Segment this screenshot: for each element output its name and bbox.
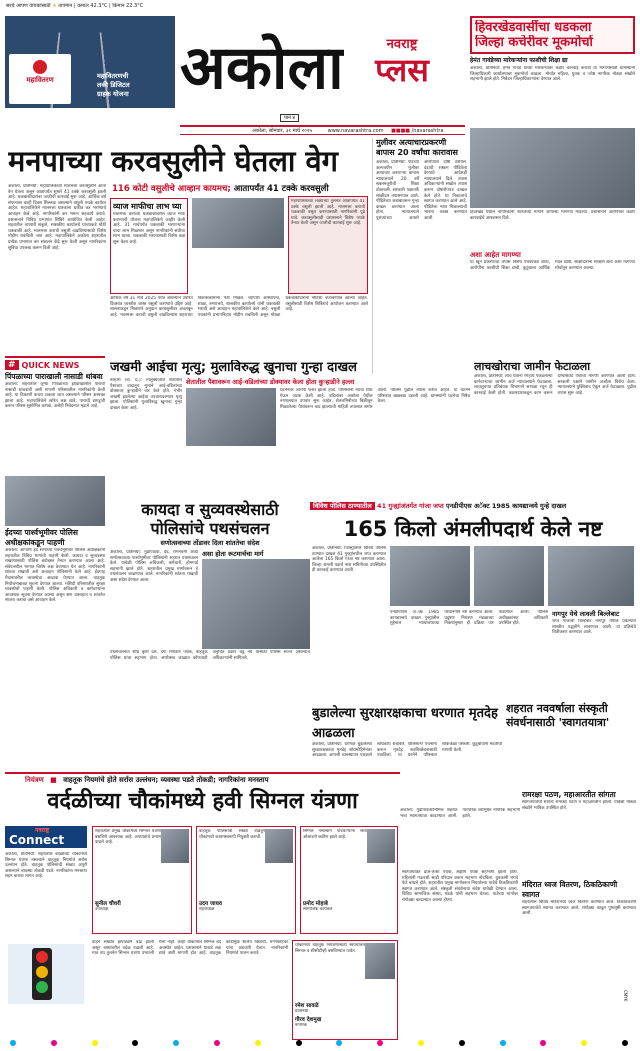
avatar: [365, 943, 395, 979]
murder-body-2: घटनेनंतर आरोपी फरार झाला होता. पोलिसांनी त्याचा शोध घेऊन अटक केली आहे. वडिलांवर अकोला येथील रुग्णालयात उपचार सुरू आहेत. शेतजमिनीच्या विक्रीतून मिळालेल्या पैशांवरून वाद झाल्याची माहिती तपासात समोर आली. पोलिस पुढील तपास करीत आहेत. या घटनेने परिसरात खळबळ उडाली आहे. ग्रामस्थांनी घटनेचा निषेध केला.: [280, 388, 470, 410]
traffic-body-left: अकोला, प्रतिनिधी: शहरातील वर्दळीच्या चौकांमध्ये सिग्नल यंत्रणा नसल्याने वाहतूक नियमांचे सर्रास उल्लंघन होते. वाहतूक पोलिसांची संख्या अपुरी असल्याने व्यवस्था तोकडी पडते. नागरिकांना मनस्ताप सहन करावा लागत आहे.: [5, 852, 87, 880]
avatar: [161, 829, 189, 863]
traffic-body-bottom: वाहन संख्येत झपाट्याने वाढ झाली असून रस्त्यांवरील वर्दळ वाढली आहे. मात्र त्या तुलनेत सिग्नल यंत्रणा उभारली गेली नाही. काही चौकांतील सिग्नल बंद अवस्थेत आहेत. प्रशासनाने याकडे लक्ष द्यावे अशी मागणी होत आहे. वाहतूक कोंडीमुळे शालेय विद्यार्थी, रुग्णवाहिका यांना अडचणी येतात. नागरिकांनी नियमांचे पालन करावे.: [92, 940, 288, 957]
interest-waiver-box: व्याज माफीचा लाभ घ्या मालमत्ता कराच्या थकबाकीवरील व्याज माफ करण्याची योजना महापालिकेने जाहीर केली आहे. 31 मार्चपर्यंत थकबाकी भरणाऱ्यांना याचा लाभ मिळणार असून नागरिकांनी संधीचा लाभ घ्यावा. थकबाकी भरण्यासाठी विशेष कक्ष सुरू केला आहे.: [110, 198, 188, 294]
top-bar: सरचे आपण वाचकांसाठी ☀ तापमान | कमाल 42.3°C | किमान 22.3°C: [6, 3, 144, 9]
drugs-strap-a: विविध पोलिस ठाण्यातील: [310, 502, 375, 510]
dateline: अकोला, सोमवार, ३१ मार्च २०२५: [252, 128, 313, 134]
opinion-name: रमेश सावळे: [295, 1003, 319, 1009]
traffic-strap-text: वाहतूक नियमांचे होते सर्रास उल्लंघन; व्यवस्था पडते तोकडी; नागरिकांना मनस्ताप: [63, 776, 269, 784]
opinion-card: चौकांमध्ये वाहतूक नियंत्रणासाठी स्वयंचलित सिग्नल व सीसीटीव्ही बसविण्यात यावेत. रमेश सावळे प्रतिनिधी गौरव देशमुख नागरिक: [292, 940, 398, 1040]
avatar: [265, 829, 293, 863]
quick-item-title: ईदच्या पार्श्वभूमीवर पोलिस अधीक्षकांकडून पाहणी: [5, 528, 78, 547]
masthead: [180, 28, 429, 121]
ad-logo-box: [9, 54, 71, 104]
drugs-strap: [310, 500, 636, 512]
nagpur-story: नागपूर येथे लावली बिल्लेबाट जप्त गांजाची विल्हेवाट नागपूर येथील प्रकल्पात शास्त्रीय पद्धतीने लावण्यात आली. या प्रक्रियेचे चित्रीकरण करण्यात आले.: [552, 610, 636, 636]
traffic-headline: वर्दळीच्या चौकांमध्ये हवी सिग्नल यंत्रणा: [47, 789, 358, 814]
cmyk-marks: [10, 1040, 630, 1048]
site-link[interactable]: www.navarashtra.com: [327, 128, 384, 134]
interest-box-title: व्याज माफीचा लाभ घ्या: [113, 202, 182, 211]
drugs-strap-c: एनडीपीएस अॅक्ट 1985 कायद्यान्वये गुन्हे दाखल: [445, 502, 567, 510]
sun-icon: ☀: [52, 3, 57, 9]
weather-min: किमान 22.3°C: [112, 3, 144, 9]
traffic-strap: नियंत्रण ■ वाहतूक नियमांचे होते सर्रास उल्लंघन; व्यवस्था पडते तोकडी; नागरिकांना मनस्ताप: [5, 772, 400, 785]
opinion-card: शहरातील प्रमुख चौकांमध्ये सिग्नल यंत्रणा बसविणे आवश्यक आहे. अपघातांचे प्रमाण वाढले आहे. सुनील चौधरी उपाध्यक्ष: [92, 826, 192, 934]
drugs-headline: 165 किलो अंमलीपदार्थ केले नष्ट: [343, 517, 603, 541]
lead-subhead-a: 116 कोटी वसुलीचे आव्हान कायमच;: [112, 184, 231, 194]
opinion-role: प्रतिनिधी: [295, 1009, 309, 1014]
avatar: [367, 829, 395, 863]
quick-news: # QUICK NEWS पिंपळाच्या पाराखाली नासाडी थांबवा अकोला: शहरातील जुन्या पिंपळाच्या झाडाखालील पाराची नासाडी थांबवावी अशी मागणी परिसरातील नागरिकांनी केली आहे. या ठिकाणी कचरा टाकला जात असल्याने परिसर अस्वच्छ झाला आहे. महापालिकेने त्वरित लक्ष द्यावे. पाराची डागडुजी करून परिसर सुशोभित करावा, असेही निवेदनात म्हटले आहे. ईदच्या पार्श्वभूमीवर पोलिस अधीक्षकांकडून पाहणी अकोला: आगामी ईद सणाच्या पार्श्वभूमीवर पोलिस अधीक्षकांनी शहरातील विविध भागांची पाहणी केली. कायदा व सुव्यवस्था राखण्यासाठी पोलिस बंदोबस्त तैनात करण्यात आला आहे. संवेदनशील भागात विशेष लक्ष ठेवण्यात येत आहे. नागरिकांनी शांतता राखावी असे आवाहन पोलिसांनी केले आहे. ईदगाह मैदानावरील व्यवस्थेचा आढावा घेण्यात आला. वाहतूक नियोजनाबाबत सूचना देण्यात आल्या. मशिदी परिसरातील सुरक्षा व्यवस्थेची पाहणी केली. पोलिस अधिकारी व कर्मचाऱ्यांना आवश्यक सूचना देण्यात आल्या असून सण उत्साहात व शांततेत साजरा करावा असे आवाहन केले.: [5, 356, 105, 766]
route-march-caption: असा होता रूटमार्चचा मार्ग: [202, 550, 264, 558]
newyear-story: [506, 702, 636, 742]
father-conviction-story: मुलीवर अत्याचारप्रकरणी बापास 20 वर्षांचा कारावास अकोला, प्रतिनिधी: पोटच्या अल्पवयीन मुलीवर अत्याचार करणाऱ्या बापास न्यायालयाने 20 वर्षे सक्तमजुरीची शिक्षा ठोठावली. सरकारी पक्षातर्फे साक्षीदार तपासण्यात आले. पीडितेच्या जबाबावरून गुन्हा दाखल करण्यात आला होता. न्यायालयाने पुराव्यांच्या आधारे आरोपीला दोषी ठरविले. दंडाची रक्कम पीडितेला देण्याचे आदेशही न्यायालयाने दिले. तपास अधिकाऱ्यांनी सखोल तपास करून दोषारोपपत्र दाखल केले होते. या निकालाचे स्वागत करण्यात आले आहे. पीडितेला न्याय मिळाल्याची भावना व्यक्त करण्यात आली.: [372, 138, 467, 374]
route-march-headline2: पोलिसांचे पथसंचलन: [150, 519, 270, 538]
opinion-name: प्रमोद मोहाबे: [303, 901, 328, 907]
opinion-card: सिग्नल नसल्याने पादचाऱ्यांना रस्ता ओलांडणे कठीण झाले आहे. प्रमोद मोहाबे सामाजिक कार्यकर्ते: [300, 826, 398, 934]
drugs-body-2: एनडीपीएस अॅक्ट 1985 कायद्यान्वये दाखल गुन्ह्यांतील मुद्देमाल न्यायालयाच्या परवानगीने नष्ट करण्यात आला. प्रदूषण नियंत्रण मंडळाच्या निकषांनुसार ही प्रक्रिया पार पाडण्यात आली. पोलिस अधीक्षकांसह अधिकारी उपस्थित होते.: [390, 610, 548, 627]
drugs-photo-3: [548, 546, 634, 606]
route-march-story: कायदा व सुव्यवस्थेसाठी पोलिसांचे पथसंचलन सणोत्सवाच्या तोंडावर दिला शांततेचा संदेश अकोला, प्रतिनिधी: गुढीपाडवा, ईद, रामनवमी आदी सणोत्सवाच्या पार्श्वभूमीवर पोलिसांनी शहरात पथसंचलन केले. यावेळी पोलिस अधिकारी, कर्मचारी, होमगार्ड सहभागी झाले होते. शहरातील प्रमुख मार्गावरून हे पथसंचलन काढण्यात आले. नागरिकांनी शांतता राखावी असा संदेश देण्यात आला. असा होता रूटमार्चचा मार्ग पथसंचलनात शीघ्र कृती दल, दंगा नियंत्रण पथक, वाहतूक पोलिस यांचा सहभाग होता. सणोत्सव काळात कोणताही अनुचित प्रकार घडू नये यासाठी पोलिस सज्ज असल्याचे अधिकाऱ्यांनी सांगितले.: [110, 500, 310, 661]
weather-label: तापमान: [58, 3, 73, 9]
top-right-headline1: हिवरखेडवासींचा धडकला: [475, 20, 592, 35]
municipal-building-photo: [192, 198, 284, 248]
drugs-body-1: अकोला, प्रतिनिधी: जिल्ह्यातील विविध पोलिस ठाण्यात दाखल 41 गुन्ह्यांमधील जप्त करण्यात आलेला 165 किलो गांजा नष्ट करण्यात आला. जिल्हा अंमली पदार्थ नाश समितीच्या उपस्थितीत ही कारवाई करण्यात आली.: [312, 546, 386, 574]
bribe-headline: लाचखोराचा जामीन फेटाळला: [474, 360, 591, 373]
quick-item-title: पिंपळाच्या पाराखाली नासाडी थांबवा: [5, 372, 103, 381]
newyear-body-lower: स्वागतयात्रेत ढोल-ताशा पथके, लेझीम पथके सहभागी झाली होती. महिलांनी नऊवारी साडी परिधान करून सहभाग नोंदविला. युवकांनी भगवे फेटे बांधले होते. शहरातील प्रमुख मार्गावरून निघालेल्या यात्रेचे ठिकठिकाणी स्वागत करण्यात आले. संस्कृती संवर्धनाचा संदेश यावेळी देण्यात आला. विविध सामाजिक संस्था, मंडळे यांनी सहभाग घेतला. यात्रेच्या मार्गावर रांगोळ्या काढण्यात आल्या होत्या.: [402, 870, 518, 903]
top-right-body: अकोला, प्रतिनिधी: हेमंत गावंडे यांच्या मारेकऱ्यांवर कठोर कारवाई करावी या मागणीसाठी ग्रामस्थांनी जिल्हाधिकारी कार्यालयावर मूकमोर्चा काढला. मोर्चात महिला, युवक व ज्येष्ठ नागरिक मोठ्या संख्येने सहभागी झाले होते. निवेदन जिल्हाधिकाऱ्यांना देण्यात आले.: [470, 66, 635, 83]
route-march-headline1: कायदा व सुव्यवस्थेसाठी: [141, 500, 279, 519]
father-conviction-headline: मुलीवर अत्याचारप्रकरणी बापास 20 वर्षांचा कारावास: [376, 138, 458, 157]
route-march-photo: [202, 559, 310, 649]
cmyk-label: CMYK: [623, 990, 628, 1002]
opinion-role: शहराध्यक्ष: [199, 907, 215, 912]
quick-news-label: QUICK NEWS: [21, 360, 80, 370]
newyear-side2: मंदिरात ध्वज वितरण, ठिकठिकाणी स्वागत: [522, 880, 618, 899]
top-right-story: हिवरखेडवासींचा धडकला जिल्हा कचेरीवर मूकमोर्चा हेमंत गावंडेच्या मारेकऱ्यांना फाशीची शिक्षा द्या अकोला, प्रतिनिधी: हेमंत गावंडे यांच्या मारेकऱ्यांवर कठोर कारवाई करावी या मागणीसाठी ग्रामस्थांनी जिल्हाधिकारी कार्यालयावर मूकमोर्चा काढला. मोर्चात महिला, युवक व ज्येष्ठ नागरिक मोठ्या संख्येने सहभागी झाले होते. निवेदन जिल्हाधिकाऱ्यांना देण्यात आले. हिवरखेड येथील नागरिकांनी शांततेच्या मार्गाने आपल्या मागण्या मांडल्या. प्रशासनाने आरोपींवर कठोर कारवाईचे आश्वासन दिले. अशा आहेत मागण्या या खून प्रकरणाचा तपास विशेष पथकाकडे द्यावा, आरोपींना फाशीची शिक्षा द्यावी, कुटुंबाला आर्थिक मदत द्यावी, साक्षीदारांना संरक्षण द्यावे अशा मागण्या मोर्चातून करण्यात आल्या.: [470, 16, 635, 296]
top-right-subhead: हेमंत गावंडेच्या मारेकऱ्यांना फाशीची शिक्षा द्या: [470, 57, 568, 64]
murder-body-1: तेल्हारा (वा. प्र.): तालुक्यातील शेतातील पैशांच्या वादातून मुलाने आई-वडिलांच्या डोक्यावर कुऱ्हाडीने वार केले होते. गंभीर जखमी झालेल्या आईचा उपचारादरम्यान मृत्यू झाला. पोलिसांनी मुलाविरुद्ध खुनाचा गुन्हा दाखल केला आहे.: [110, 378, 182, 411]
social-icons[interactable]: ■■■■: [391, 128, 411, 134]
drown-headline-wrap: [312, 702, 502, 742]
opinion-role: नागरिक: [295, 1022, 308, 1028]
newyear-side: रामरक्षा पठण, महाआरतीत सांगता स्वागतयात्रेची सांगता रामरक्षा पठण व महाआरतीने झाली. यावेळी मोठ्या संख्येने भाविक उपस्थित होते. मंदिरात ध्वज वितरण, ठिकठिकाणी स्वागत शहरातील विविध मंदिरांमध्ये ध्वज वितरण करण्यात आले. ठिकठिकाणी स्वागतयात्रेचे स्वागत करण्यात आले. रांगोळ्या काढून पुष्पवृष्टी करण्यात आली.: [522, 790, 636, 917]
social-handle[interactable]: /navarashtra: [411, 128, 444, 134]
drugs-strap-b: 41 गुन्ह्यांअंतर्गत गांजा जप्त: [377, 502, 444, 510]
drown-body: अकोला, प्रतिनिधी: धरणात बुडालेल्या सुरक्षारक्षकाचा मृतदेह शोधमोहिमेनंतर आढळला. आपत्ती व्यवस्थापन पथकाने शोधकार्य राबविले. पोलिसांनी पंचनामा करून मृतदेह शवविच्छेदनासाठी पाठविला. या घटनेने परिसरात शोककळा पसरली. कुटुंबीयांनी मदतीची मागणी केली.: [312, 742, 502, 759]
newyear-side1: रामरक्षा पठण, महाआरतीत सांगता: [522, 790, 616, 799]
top-bar-text: सरचे आपण वाचकांसाठी: [6, 3, 51, 9]
murder-headline: जखमी आईचा मृत्यु; मुलाविरुद्ध खुनाचा गुन्हा दाखल: [110, 360, 357, 375]
opinion-grid: [92, 826, 398, 936]
top-right-headline2: जिल्हा कचेरीवर मूकमोर्चा: [475, 35, 593, 50]
quick-news-photo: [5, 476, 105, 526]
dateline-bar: [180, 125, 465, 135]
opinion-name: सुनील चौधरी: [95, 901, 121, 907]
connect-label: Connect: [9, 833, 65, 847]
badge-bottom: प्लस: [375, 51, 429, 89]
masthead-badge: [366, 34, 438, 88]
opinion-card: वाहतूक पोलिसांची संख्या वाढवून चौकांमध्ये कायमस्वरूपी नियुक्ती करावी. उदय जाधव शहराध्यक्ष: [196, 826, 296, 934]
lead-headline: मनपाच्या करवसुलीने घेतला वेग: [8, 144, 338, 178]
connect-box: [5, 826, 87, 848]
weather-max: कमाल 42.3°C: [77, 3, 108, 9]
lead-body: आर्थिक वर्ष 31 मार्च 2025 पर्यंत असल्याने उर्वरित दिवसांत जास्तीत जास्त वसुली करण्याचे उद्दिष्ट आहे. शासनाकडून मिळणारे अनुदान करवसुलीवर अवलंबून आहे. मालमत्ता कराची वसुली वाढविल्यास शहराच्या विकासकामांना गती मिळेल. व्यापारी आस्थापना, शाळा, रुग्णालये, शासकीय कार्यालये यांनी थकबाकी भरावी असे आवाहन महापालिकेने केले आहे. वसुली पथकांनी प्रभागनिहाय मोहीम राबविली असून मोठ्या थकबाकीदारांना नोटिसा बजावण्यात आल्या आहेत. वसुलीसाठी विशेष शिबिरांचे आयोजन करण्यात आले आहे.: [110, 296, 368, 318]
drown-headline: बुडालेल्या सुरक्षारक्षकाचा धरणात मृतदेह आढळला: [312, 706, 498, 741]
murder-subhead: शेतातील पैशावरून आई-वडिलांच्या डोक्यावर केला होता कुऱ्हाडीने हल्ला: [186, 378, 355, 386]
lead-subhead-b: आतापर्यंत 41 टक्के करवसुली: [233, 184, 329, 194]
newyear-body: अकोला: गुढीपाडव्यानिमित्त शहरात भव्य स्वागतयात्रा काढण्यात आली. पारंपरिक वेशभूषेत नागरिक सहभागी झाले.: [400, 808, 520, 819]
ad-text: महावितरणची लकी डिजिटल ग्राहक योजना: [97, 72, 130, 98]
drugs-photo-2: [474, 546, 544, 606]
demands-heading: अशा आहेत मागण्या: [470, 251, 521, 259]
drugs-photo-1: [390, 546, 470, 606]
protest-photo: [470, 128, 635, 208]
ad-brand: महावितरण: [26, 76, 54, 84]
page-label: पान ४: [280, 114, 299, 122]
connect-top: नवराष्ट्र: [35, 827, 50, 834]
opinion-name: गौरव देशमुख: [295, 1016, 322, 1023]
masthead-title: अकोला: [180, 33, 344, 103]
lead-col-1: अकोला, प्रतिनिधी: महापालिकेच्या मालमत्ता करवसुलीने आता वेग घेतला असून आतापर्यंत सुमारे 41 टक्के करवसुली झाली आहे. थकबाकीदारांवर जप्तीची कारवाई सुरू आहे. आर्थिक वर्ष संपण्यास काही दिवस शिल्लक असल्याने वसुली पथके कार्यरत आहेत. महापालिकेने मालमत्ता धारकांना थकीत कर भरण्याचे आवाहन केले आहे. नागरिकांनी कर भरून सहकार्य करावे. प्रशासनाने विविध प्रभागांत शिबिरे आयोजित केली आहेत. शहरातील व्यापारी संकुले, शासकीय कार्यालये यांच्याकडे मोठी थकबाकी आहे. मालमत्ता कराची वसुली वाढविण्यासाठी विशेष मोहीम राबविली जात आहे. महापालिकेने अकोला शहरातील प्रत्येक प्रभागात कर संकलन केंद्रे सुरू केली असून नागरिकांना सुविधा उपलब्ध करून दिली आहे.: [8, 184, 106, 251]
mahavitaran-ad[interactable]: [5, 16, 175, 108]
murder-photo: [186, 388, 276, 446]
opinion-name: उदय जाधव: [199, 901, 222, 907]
hash-icon: #: [5, 360, 19, 370]
bribe-story: लाचखोराचा जामीन फेटाळला अकोला, प्रतिनिधी: लाच घेताना रंगेहाथ पकडलेल्या कर्मचाऱ्याचा जामीन अर्ज न्यायालयाने फेटाळला. लाचलुचपत प्रतिबंधक विभागाने सापळा रचून ही कारवाई केली होती. तक्रारदाराकडून काम करून देण्यासाठी पैशांची मागणी करण्यात आली होती. सरकारी पक्षाने जामीन अर्जाला विरोध केला. न्यायालयाने युक्तिवाद ऐकून अर्ज फेटाळला. पुढील तपास सुरू आहे.: [474, 360, 636, 396]
traffic-light-graphic: [8, 944, 84, 1004]
traffic-tag: नियंत्रण: [25, 776, 44, 784]
route-march-subhead: सणोत्सवाच्या तोंडावर दिला शांततेचा संदेश: [160, 539, 260, 547]
tax-stats-box: महापालिकेच्या लक्ष्याच्या तुलनेत आतापर्यंत 41 टक्के वसुली झाली आहे. मालमत्ता कराची थकबाकी वसूल करण्यासाठी नागरिकांनी पुढे यावे. करवसुलीसाठी प्रशासनाने विशेष पथके तैनात केली असून जप्तीची कारवाई सुरू आहे.: [288, 196, 368, 294]
nagpur-headline: नागपूर येथे लावली बिल्लेबाट: [552, 610, 620, 618]
badge-top: नवराष्ट्र: [386, 37, 418, 52]
opinion-role: उपाध्यक्ष: [95, 907, 109, 912]
opinion-role: सामाजिक कार्यकर्ते: [303, 907, 333, 912]
traffic-light-icon: [32, 948, 52, 1000]
newyear-headline: शहरात नववर्षाला संस्कृती संवर्धनासाठी 'स्वागतयात्रा': [506, 702, 610, 729]
